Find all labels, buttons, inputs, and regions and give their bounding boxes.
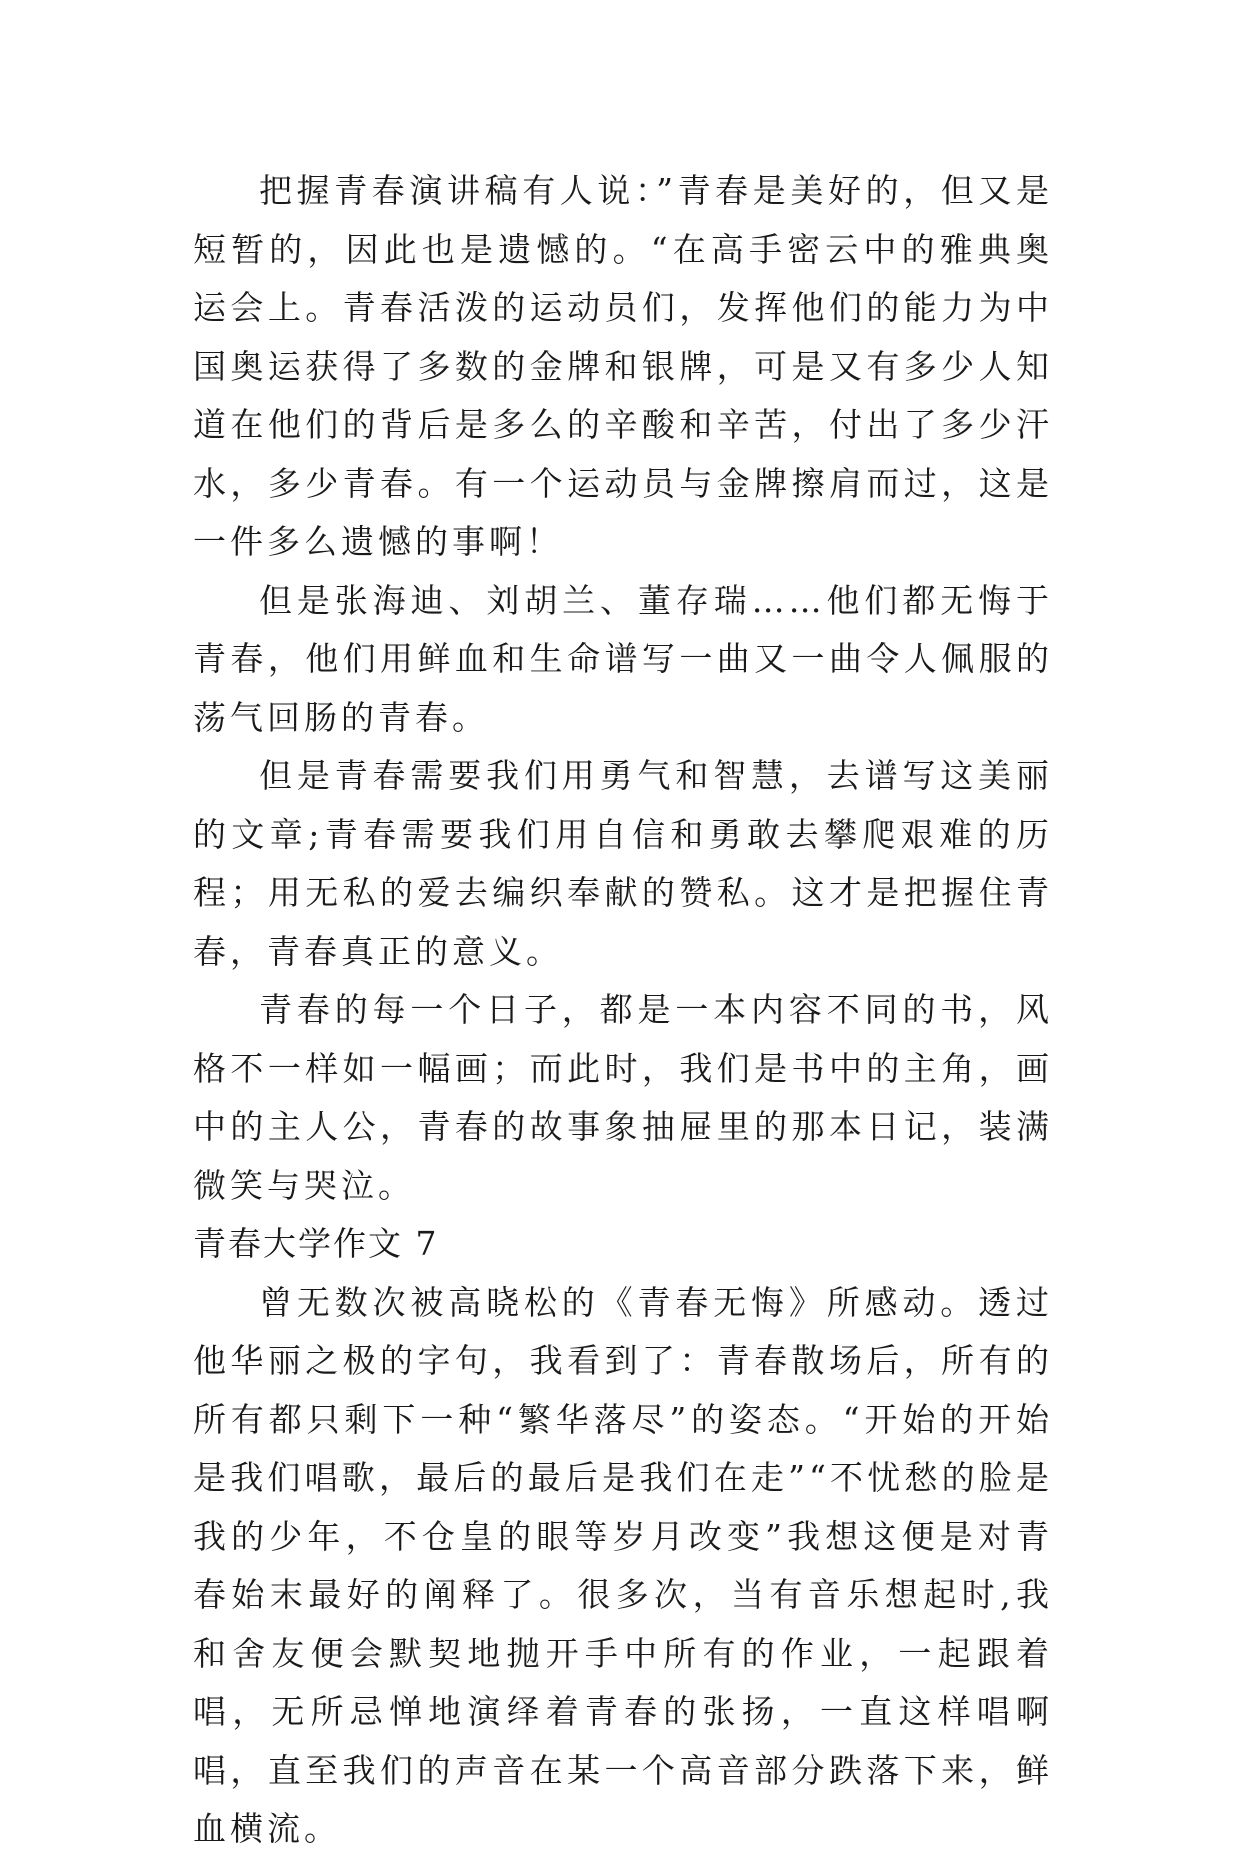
- paragraph: 曾无数次被高晓松的《青春无悔》所感动。透过他华丽之极的字句，我看到了：青春散场后，所有的所有都只剩下一种“繁华落尽”的姿态。“开始的开始是我们唱歌，最后的最后是我们在走”“不忧愁的脸是我的少年，不仓皇的眼等岁月改变”我想这便是对青春始末最好的阐释了。很多次，当有音乐想起时,我和舍友便会默契地抛开手中所有的作业，一起跟着唱，无所忌惮地演绎着青春的张扬，一直这样唱啊唱，直至我们的声音在某一个高音部分跌落下来，鲜血横流。: [193, 1282, 1053, 1848]
- section-heading: 青春大学作文 7: [193, 1224, 439, 1263]
- paragraph: 青春的每一个日子，都是一本内容不同的书，风格不一样如一幅画；而此时，我们是书中的主角，画中的主人公，青春的故事象抽屉里的那本日记，装满微笑与哭泣。: [193, 990, 1053, 1205]
- paragraph: 把握青春演讲稿有人说：”青春是美好的，但又是短暂的，因此也是遗憾的。“在高手密云中的雅典奥运会上。青春活泼的运动员们，发挥他们的能力为中国奥运获得了多数的金牌和银牌，可是又有多少人知道在他们的背后是多么的辛酸和辛苦，付出了多少汗水，多少青春。有一个运动员与金牌擦肩而过，这是一件多么遗憾的事啊！: [193, 171, 1053, 561]
- paragraph: 但是青春需要我们用勇气和智慧，去谱写这美丽的文章;青春需要我们用自信和勇敢去攀爬艰难的历程；用无私的爱去编织奉献的赞私。这才是把握住青春，青春真正的意义。: [193, 756, 1053, 971]
- paragraph: 但是张海迪、刘胡兰、董存瑞……他们都无悔于青春，他们用鲜血和生命谱写一曲又一曲令人佩服的荡气回肠的青春。: [193, 580, 1053, 737]
- document-body: [193, 162, 1053, 1859]
